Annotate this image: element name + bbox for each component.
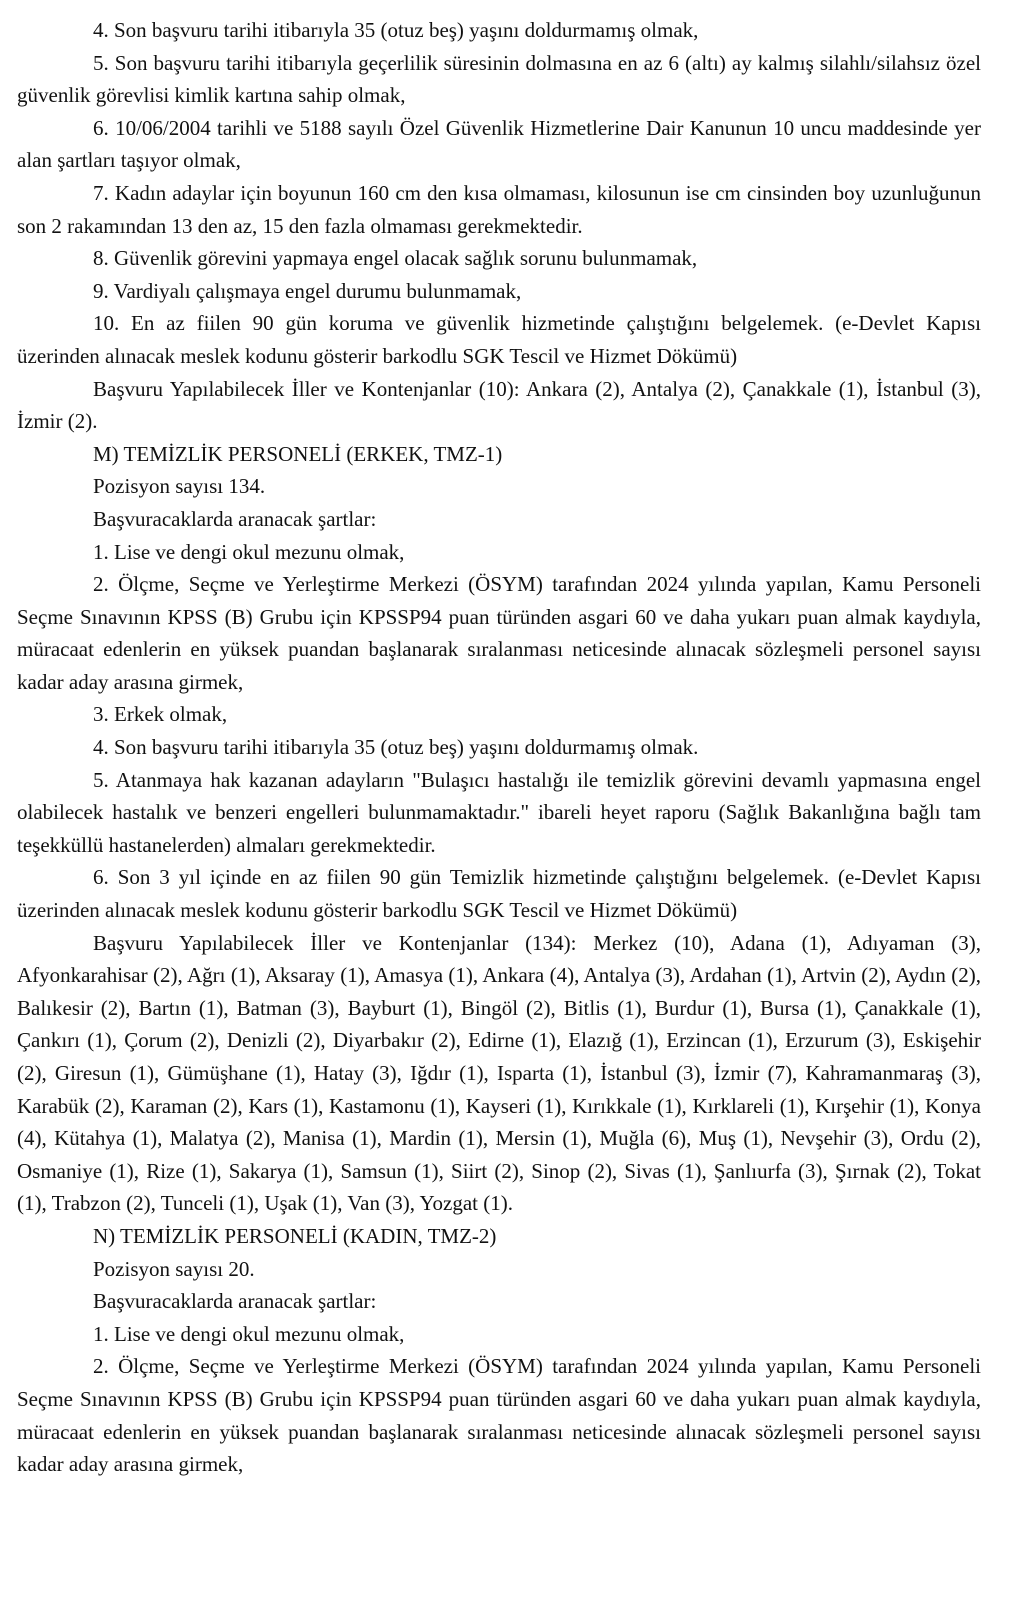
requirement-cleaning-experience-m: 6. Son 3 yıl içinde en az fiilen 90 gün Temizlik hizmetinde çalıştığını belgelemek. (e-Devlet Kapısı üzerinden alınacak meslek kodunu gösterir barkodlu SGK Tescil ve Hizmet Dökümü) (17, 865, 981, 923)
requirement-age-security: 4. Son başvuru tarihi itibarıyla 35 (otuz beş) yaşını doldurmamış olmak, (93, 18, 699, 42)
document-page (17, 14, 981, 1481)
requirements-intro-m: Başvuracaklarda aranacak şartlar: (93, 506, 377, 531)
requirement-health-report-m: 5. Atanmaya hak kazanan adayların "Bulaşıcı hastalığı ile temizlik görevini devamlı yapmasına engel olabilecek hastalık ve benzeri engelleri bulunmamaktadır." ibareli heyet raporu (Sağlık Bakanlığına bağlı tam teşekküllü hastanelerden) almaları gerekmektedir. (17, 767, 981, 857)
requirement-age-m: 4. Son başvuru tarihi itibarıyla 35 (otuz beş) yaşını doldurmamış olmak. (93, 735, 699, 760)
position-count-m: Pozisyon sayısı 134. (93, 474, 266, 499)
requirement-female-height-weight: 7. Kadın adaylar için boyunun 160 cm den kısa olmaması, kilosunun ise cm cinsinden boy uzunluğunun son 2 rakamından 13 den az, 15 den fazla olmaması gerekmektedir. (17, 180, 981, 238)
requirement-education-m: 1. Lise ve dengi okul mezunu olmak, (93, 539, 405, 564)
requirement-health-security: 8. Güvenlik görevini yapmaya engel olacak sağlık sorunu bulunmamak, (93, 246, 698, 271)
requirement-security-experience: 10. En az fiilen 90 gün koruma ve güvenlik hizmetinde çalıştığını belgelemek. (e-Devlet Kapısı üzerinden alınacak meslek kodunu gösterir barkodlu SGK Tescil ve Hizmet Dökümü) (17, 311, 981, 368)
position-count-n: Pozisyon sayısı 20. (93, 1256, 255, 1281)
requirement-security-id-card: 5. Son başvuru tarihi itibarıyla geçerlilik süresinin dolmasına en az 6 (altı) ay kalmış silahlı/silahsız özel güvenlik görevlisi kimlik kartına sahip olmak, (17, 50, 981, 108)
requirement-law-5188: 6. 10/06/2004 tarihli ve 5188 sayılı Özel Güvenlik Hizmetlerine Dair Kanunun 10 uncu maddesinde yer alan şartları taşıyor olmak, (17, 115, 981, 173)
section-heading-m: M) TEMİZLİK PERSONELİ (ERKEK, TMZ-1) (93, 441, 503, 466)
requirement-education-n: 1. Lise ve dengi okul mezunu olmak, (93, 1321, 405, 1346)
requirement-kpss-m: 2. Ölçme, Seçme ve Yerleştirme Merkezi (ÖSYM) tarafından 2024 yılında yapılan, Kamu Personeli Seçme Sınavının KPSS (B) Grubu için KPSSP94 puan türünden asgari 60 ve daha yukarı puan almak kaydıyla, müracaat edenlerin en yüksek puandan başlanarak sıralanması neticesinde alınacak sözleşmeli personel sayısı kadar aday arasına girmek, (17, 572, 981, 694)
requirement-male: 3. Erkek olmak, (93, 702, 228, 727)
quota-list-m: Başvuru Yapılabilecek İller ve Kontenjanlar (134): Merkez (10), Adana (1), Adıyaman (3), Afyonkarahisar (2), Ağrı (1), Aksaray (1), Amasya (1), Ankara (4), Antalya (3), Ardahan (1), Artvin (2), Aydın (2), Balıkesir (2), Bartın (1), Batman (3), Bayburt (1), Bingöl (2), Bitlis (1), Burdur (1), Bursa (1), Çanakkale (1), Çankırı (1), Çorum (2), Denizli (2), Diyarbakır (2), Edirne (1), Elazığ (1), Erzincan (1), Erzurum (3), Eskişehir (2), Giresun (1), Gümüşhane (1), Hatay (3), Iğdır (1), Isparta (1), İstanbul (3), İzmir (7), Kahramanmaraş (3), Karabük (2), Karaman (2), Kars (1), Kastamonu (1), Kayseri (1), Kırıkkale (1), Kırklareli (1), Kırşehir (1), Konya (4), Kütahya (1), Malatya (2), Manisa (1), Mardin (1), Mersin (1), Muğla (6), Muş (1), Nevşehir (3), Ordu (2), Osmaniye (1), Rize (1), Sakarya (1), Samsun (1), Siirt (2), Sinop (2), Sivas (1), Şanlıurfa (3), Şırnak (2), Tokat (1), Trabzon (2), Tunceli (1), Uşak (1), Van (3), Yozgat (1). (17, 930, 981, 1216)
section-heading-n: N) TEMİZLİK PERSONELİ (KADIN, TMZ-2) (93, 1223, 497, 1248)
requirement-shift-work: 9. Vardiyalı çalışmaya engel durumu bulunmamak, (93, 278, 522, 303)
requirements-intro-n: Başvuracaklarda aranacak şartlar: (93, 1289, 377, 1314)
quota-list-security: Başvuru Yapılabilecek İller ve Kontenjanlar (10): Ankara (2), Antalya (2), Çanakkale (1), İstanbul (3), İzmir (2). (17, 376, 981, 434)
requirement-kpss-n: 2. Ölçme, Seçme ve Yerleştirme Merkezi (ÖSYM) tarafından 2024 yılında yapılan, Kamu Personeli Seçme Sınavının KPSS (B) Grubu için KPSSP94 puan türünden asgari 60 ve daha yukarı puan almak kaydıyla, müracaat edenlerin en yüksek puandan başlanarak sıralanması neticesinde alınacak sözleşmeli personel sayısı kadar aday arasına girmek, (17, 1354, 981, 1477)
